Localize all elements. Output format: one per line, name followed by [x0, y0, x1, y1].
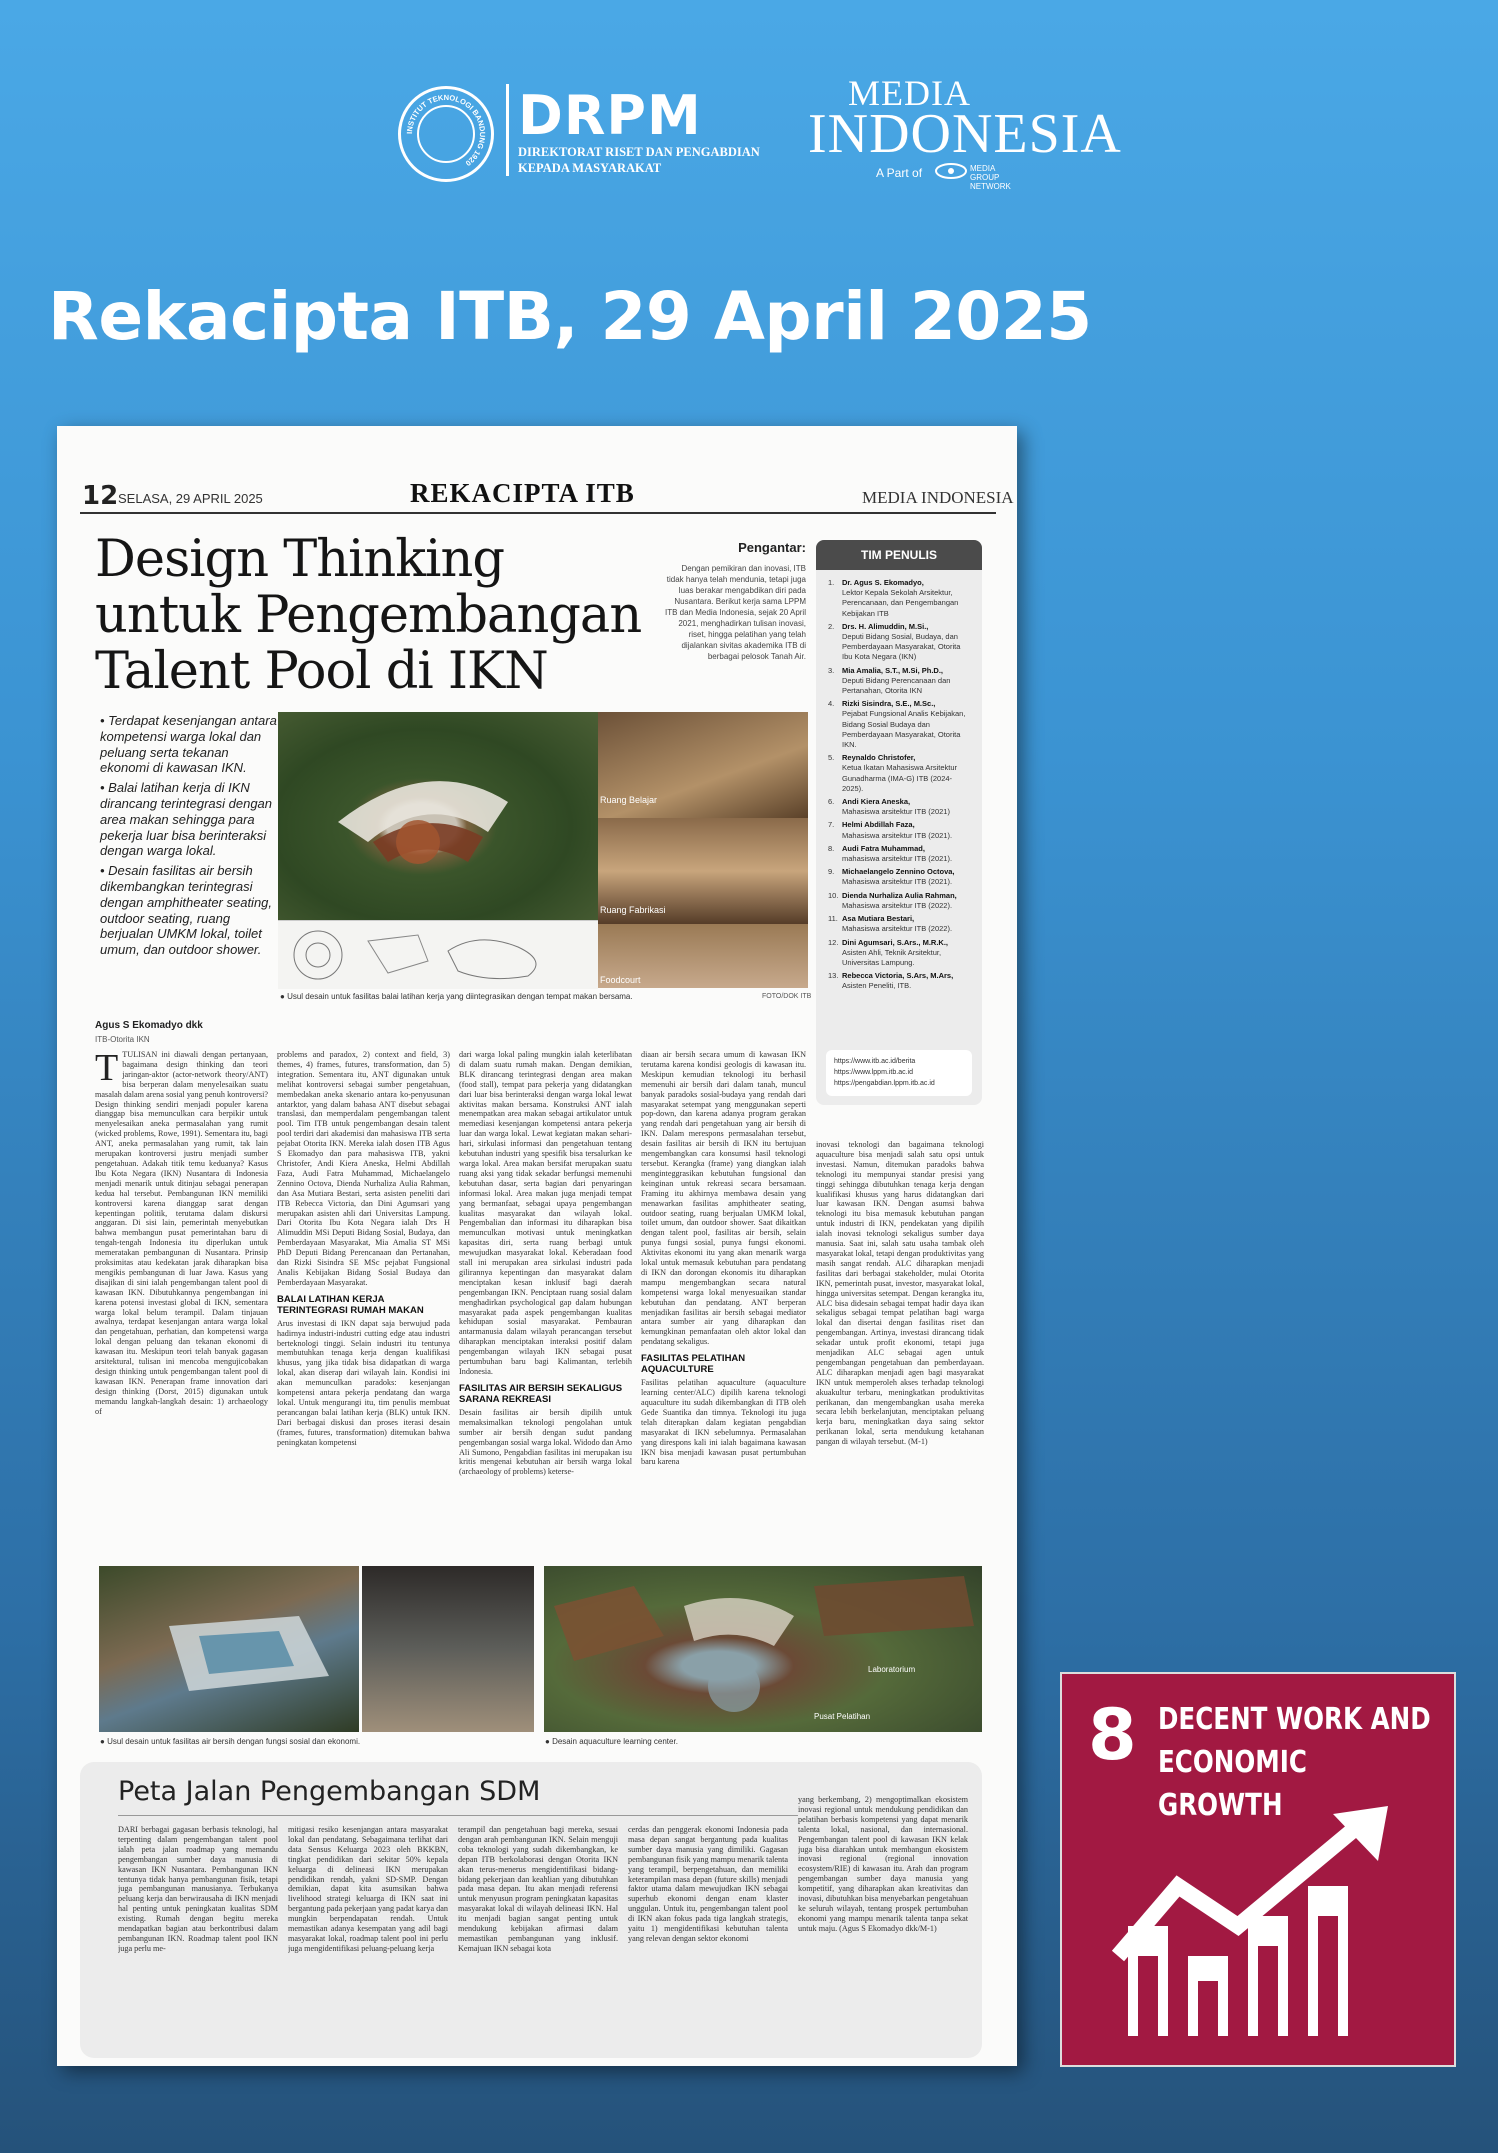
bottom-left-caption: ● Usul desain untuk fasilitas air bersih dengan fungsi sosial dan ekonomi. [100, 1737, 361, 1746]
main-photo-credit: FOTO/DOK ITB [762, 993, 812, 1000]
team-member: 3. Mia Amalia, S.T., M.Si, Ph.D., Deputi Bidang Perencanaan dan Pertanahan, Otorita IKN [828, 665, 951, 696]
team-member: 8. Audi Fatra Muhammad, mahasiswa arsitektur ITB (2021). [828, 843, 953, 864]
page-date: SELASA, 29 APRIL 2025 [118, 491, 263, 506]
roadmap-rule [118, 1815, 798, 1816]
team-member: 10. Dienda Nurhaliza Aulia Rahman, Mahasiswa arsitektur ITB (2022). [828, 890, 957, 910]
media-group-icon [934, 162, 968, 180]
article-byline: Agus S Ekomadyo dkk [95, 1020, 203, 1031]
growth-chart-icon [1108, 1806, 1408, 2038]
photo-label-lab: Laboratorium [868, 1665, 916, 1674]
team-member: 6. Andi Kiera Aneska, Mahasiswa arsitektur ITB (2021) [828, 797, 950, 817]
seal-ring-text [401, 89, 491, 179]
key-points [100, 713, 278, 962]
sketch-drawings [278, 921, 598, 989]
subheading-air-bersih: FASILITAS AIR BERSIH SEKALIGUS SARANA REKREASI [459, 1382, 623, 1405]
svg-text:INSTITUT TEKNOLOGI BANDUNG 192: INSTITUT TEKNOLOGI BANDUNG 1920 [404, 92, 488, 168]
team-member: 12. Dini Agumsari, S.Ars., M.R.K., Asisten Ahli, Teknik Arsitektur, Universitas Lampung. [828, 937, 948, 967]
drpm-subtitle-line2: KEPADA MASYARAKAT [518, 161, 662, 175]
subheading-aquaculture: FASILITAS PELATIHAN AQUACULTURE [641, 1353, 746, 1376]
article-title: Design Thinking untuk Pengembangan Talent Pool di IKN [95, 530, 642, 701]
team-member: 7. Helmi Abdillah Faza, Mahasiswa arsitektur ITB (2021). [828, 820, 953, 840]
key-point: • Terdapat kesenjangan antara kompetensi warga lokal dan peluang serta tekanan ekonomi di kawasan IKN. [100, 713, 277, 776]
drpm-subtitle-line1: DIREKTORAT RISET DAN PENGABDIAN [518, 145, 760, 159]
team-member: 9. Michaelangelo Zennino Octova, Mahasiswa arsitektur ITB (2021). [828, 867, 955, 887]
page-headline: Rekacipta ITB, 29 April 2025 [48, 278, 1092, 355]
building-render-shape [278, 712, 598, 920]
body-column-1: TTULISAN ini diawali dengan pertanyaan, bagaimana design thinking dan teori jaringan-aktor (actor-network theory/ANT) bisa berperan dalam menyelesaikan suatu masalah dalam arena sosial yang penuh kontroversi? Design thinking sendiri menjadi populer karena dianggap bisa memunculkan cara berpikir untuk menyelesaikan aneka permasalahan yang rumit (wicked problems, Rowe, 1991). Sementara itu, bagi ANT, aneka permasalahan yang rumit, tak lain merupakan kontroversi justru menjadi sumber pengetahuan. Adakah titik temu keduanya? Kasus Ibu Kota Negara (IKN) Nusantara di Indonesia menjadi menarik untuk ditinjau sebagai penerapan kedua hal tersebut. Pembangunan IKN memiliki kontroversi karena dianggap sarat dengan kepentingan politik, terutama dalam diskursi anggaran. Di sisi lain, pemerintah menyebutkan bahwa membangun pusat pemerintahan baru di tengah-tengah Indonesia itu diperlukan untuk memeratakan pembangunan di Nusantara. Prinsip proksimitas atau kedekatan jarak diharapkan bisa mengikis pembangunan di luar Jawa. Kasus yang disajikan di sini ialah pengembangan talent pool di kawasan IKN. Dibutuhkannya pengembangan ini karena potensi investasi global di IKN, sementara warga lokal belum terampil. Dalam tinjauan awalnya, terdapat kesenjangan antara warga lokal dan pengetahuan, perhatian, dan kompetensi warga lokal dengan peluang dan tekanan ekonomi di kawasan itu. Meskipun teori telah banyak gagasan arsitektural, tulisan ini mencoba mengujicobakan design thinking untuk pengembangan talent pool di kawasan IKN. Penerapan frame innovation dari design thinking (Dorst, 2015) digunakan untuk memandu langkah-langkah desain: 1) archaeology of [95, 1050, 268, 1416]
sdg-number: 8 [1088, 1694, 1137, 1776]
sdg-title-line2: ECONOMIC GROWTH [1158, 1745, 1307, 1823]
body-column-4: diaan air bersih secara umum di kawasan IKN terutama karena kondisi geologis di kawasan itu. Meskipun kemudian teknologi itu berhasil memenuhi air bersih dari dalam tanah, muncul banyak paradoks sosial-budaya yang rendah dari masyarakat setempat yang menggunakan seperti pop-down, dan karena adanya program gerakan yang rendah dari pengetahuan yang air bersih di IKN. Dalam merespons permasalahan tersebut, desain fasilitas air bersih di IKN itu bertujuan mengembangkan cara konsumsi hasil teknologi tersebut. Kerangka (frame) yang diangkan ialah menginteggrasikan kebutuhan fungsional dan keinginan untuk rekreasi secara bersamaan. Framing itu akhirnya membawa desain yang menawarkan fasilitas amphitheater seating, outdoor seating, ruang berjualan UMKM lokal, toilet umum, dan outdoor shower. Saat dikaitkan dengan talent pool, fasilitas air bersih, selain punya fungsi sosial, punya fungsi ekonomi. Aktivitas ekonomi itu yang akan menarik warga lokal untuk memasuk kebutuhan para pendatang di IKN dan dorongan ekonomis itu diharapkan mampu mengembangkan secara natural kompetensi warga lokal menyesuaikan standar kebutuhan dan pendatang. ANT berperan menjadikan fasilitas air bersih sebagai mediator antara sumber air yang diharapkan dan kemungkinan pemanfaatan oleh aktor lokal dan pendatang sekaligus. FASILITAS PELATIHAN AQUACULTURE Fasilitas pelatihan aquaculture (aquaculture learning center/ALC) dipilih karena teknologi aquaculture itu sudah dikembangkan di ITB oleh Gede Suantika dan timnya. Teknologi itu juga telah diterapkan dalam kegiatan pengabdian masyarakat di IKN sebelumnya. Permasalahan yang direspons kali ini ialah bagaimana kawasan IKN bisa menjadi kawasan pusat pertumbuhan baru karena [641, 1050, 806, 1467]
media-group-network: MEDIA GROUP NETWORK [970, 164, 1011, 191]
drpm-logo-subtitle [518, 144, 760, 176]
team-heading: TIM PENULIS [816, 540, 982, 570]
roadmap-column-3: terampil dan pengetahuan bagi mereka, sesuai dengan arah pembangunan IKN. Selain menguji coba teknologi yang sudah dikembangkan, ke depan ITB berkolaborasi dengan Otorita IKN akan terus-menerus mengidentifikasi bidang-bidang pekerjaan dan keahlian yang dibutuhkan pada masa depan. Itu akan menjadi referensi untuk menyusun program peningkatan kapasitas masyarakat lokal di wilayah delineasi IKN. Hal itu menjadi bagian sangat penting untuk mendukung kebijakan afirmasi dalam memastikan pembangunan yang inklusif. Kemajuan IKN sebagai kota [458, 1825, 618, 1953]
drop-cap: T [95, 1050, 119, 1089]
team-links [826, 1050, 972, 1096]
key-point: • Balai latihan kerja di IKN dirancang terintegrasi dengan area makan sehingga para pekerja luar bisa berinteraksi dengan warga lokal. [100, 780, 273, 859]
team-member: 13. Rebecca Victoria, S.Ars, M.Ars, Asisten Peneliti, ITB. [828, 971, 954, 991]
header-rule [80, 512, 996, 514]
article-byline-org: ITB-Otorita IKN [95, 1035, 150, 1044]
roadmap-title: Peta Jalan Pengembangan SDM [118, 1776, 541, 1807]
drpm-logo-title: DRPM [518, 84, 702, 147]
roadmap-column-2: mitigasi resiko kesenjangan antara masyarakat lokal dan pendatang. Sebagaimana terlihat dari data Sensus Keluarga 2023 oleh BKKBN, tingkat pendidikan dari sekitar 50% kepala keluarga di delineasi IKN merupakan pendidikan rendah, yakni SD-SMP. Dengan demikian, dapat kita asumsikan bahwa livelihood strategi keluarga di IKN saat ini bergantung pada pekerjaan yang padat karya dan mungkin berpendapatan rendah. Untuk memastikan adanya kesempatan yang adil bagi masyarakat lokal, roadmap talent pool ini perlu juga mengidentifikasi peluang-peluang kerja [288, 1825, 448, 1953]
body-column-3: dari warga lokal paling mungkin ialah keterlibatan di dalam suatu rumah makan. Dengan demikian, BLK dirancang terintegrasi dengan area makan (food stall), tempat para pekerja yang didatangkan dari luar bisa berinteraksi dengan warga lokal lewat aktivitas makan bersama. Konstruksi ANT ialah menempatkan area makan sebagai artikulator untuk memediasi kesenjangan kompetensi antara pekerja luar dan warga lokal. Lewat kegiatan makan sehari-hari, sirkulasi informasi dan pengetahuan tentang kebutuhan industri yang spesifik bisa tersalurkan ke warga lokal. Area makan bersifat merupakan suatu ruang aksi yang tidak sekadar berfungsi memenuhi kebutuhan dasar, serta bagian dari penyaringan informasi lokal. Area makan juga menjadi tempat yang bermanfaat, sebagai upaya pengembangan kualitas masyarakat dan wilayah lokal. Pengembalian dan informasi itu diharapkan bisa memunculkan motivasi untuk meningkatkan kapasitas diri, serta ruang berbagi untuk mewujudkan masyarakat lokal. Keberadaan food stall ini merupakan area sirkulasi industri pada gilirannya kepentingan dan masyarakat dalam menciptakan kesan inklusif bagi daerah pengembangan IKN. Penciptaan ruang sosial dalam menghadirkan psychological gap dalam hubungan masyarakat pada aspek pengembangan kualitas kehidupan sosial masyarakat. Pembauran antarmanusia dalam wilayah perancangan tersebut diharapkan menciptakan interaksi positif dalam pengembangan wilayah IKN sebagai pusat pertumbuhan baru bagi Kalimantan, terlebih Indonesia. FASILITAS AIR BERSIH SEKALIGUS SARANA REKREASI Desain fasilitas air bersih dipilih untuk memaksimalkan teknologi pengolahan untuk sumber air bersih dengan sudut pandang pengembangan sosial warga lokal. Widodo dan Arno Ali Sumono, Pengabdian fasilitas ini merupakan isu kritis mengenai kebutuhan air bersih warga lokal (archaeology of problems) keterse- [459, 1050, 632, 1477]
water-facility-render [99, 1566, 359, 1732]
drpm-divider [506, 84, 509, 176]
site-aerial-render [278, 712, 598, 920]
page-number: 12 [82, 481, 119, 511]
aquaculture-roof-shapes [544, 1566, 982, 1732]
photo-label-b: Ruang Fabrikasi [600, 905, 666, 915]
subheading-blk: BALAI LATIHAN KERJA TERINTEGRASI RUMAH MAKAN [277, 1293, 424, 1316]
media-indonesia-logo-line2: INDONESIA [808, 103, 1122, 165]
photo-label-c: Foodcourt [600, 975, 641, 985]
water-pool-shape [99, 1566, 359, 1732]
media-indonesia-logo-line1: MEDIA [848, 73, 971, 113]
intro-text: Dengan pemikiran dan inovasi, ITB tidak hanya telah mendunia, tetapi juga luas berakar mengabdikan diri pada Nusantara. Berikut kerja sama LPPM ITB dan Media Indonesia, sejak 20 April 2021, menghadirkan tulisan inovasi, riset, hingga pelatihan yang telah dijalankan sivitas akademika ITB di berbagai pelosok Tanah Air. [665, 564, 806, 661]
team-link[interactable]: https://www.lppm.itb.ac.id [834, 1069, 913, 1076]
team-member: 2. Drs. H. Alimuddin, M.Si., Deputi Bidang Sosial, Budaya, dan Pemberdayaan Masyarakat, Otorita Ibu Kota Negara (IKN) [828, 621, 961, 662]
aquaculture-center-render [544, 1566, 982, 1732]
section-title: REKACIPTA ITB [410, 478, 635, 508]
team-member: 5. Reynaldo Christofer, Ketua Ikatan Mahasiswa Arsitektur Gunadharma (IMA-G) ITB (2024-2025). [828, 753, 958, 793]
bottom-right-caption: ● Desain aquaculture learning center. [545, 1737, 678, 1746]
media-indonesia-tag: A Part of [876, 166, 923, 180]
team-link[interactable]: https://pengabdian.lppm.itb.ac.id [834, 1080, 935, 1087]
roadmap-column-4: cerdas dan penggerak ekonomi Indonesia pada masa depan sangat bergantung pada kualitas sumber daya manusia yang dimiliki. Gagasan pembangunan fisik yang mampu menarik talenta yang terampil, berpengetahuan, dan memiliki keterampilan masa depan (future skills) menjadi faktor utama dalam mewujudkan IKN sebagai superhub ekonomi dengan enam klaster unggulan. Untuk itu, pengembangan talent pool di IKN akan fokus pada tiga langkah strategis, yaitu 1) mengidentifikasi kebutuhan talenta yang relevan dengan sektor ekonomi [628, 1825, 788, 1943]
intro-box [664, 540, 806, 690]
body-column-5: inovasi teknologi dan bagaimana teknologi aquaculture bisa menjadi salah satu opsi untuk investasi. Namun, ditemukan paradoks bahwa teknologi itu mempunyai standar presisi yang tinggi sehingga dibutuhkan tenaga kerja dengan kualifikasi khusus yang harus didatangkan dari luar kawasan IKN. Dengan asumsi bahwa teknologi itu bisa memasuk kebutuhan pangan untuk industri di IKN, pendekatan yang dipilih ialah inovasi teknologi sekaligus sumber daya manusia. Saat ini, salah satu usaha tambak oleh masyarakat lokal, tetapi dengan produktivitas yang masih sangat rendah. ALC diharapkan menjadi fasilitas dari berbagai stakeholder, mulai Otorita IKN, pemerintah pusat, investor, masyarakat lokal, hingga universitas setempat. Dengan kerangka itu, ALC bisa didesain sebagai tempat hadir daya ikan sekaligus sebagai tempat pelatihan bagi warga lokal dan disertai dengan fasilitas riset dan pengembangan. Artinya, investasi dirancang tidak sekadar untuk profit ekonomi, tetapi juga menjadikan ALC sebagai agen untuk pengembangan pengetahuan dan pemberdayaan. ALC diharapkan menjadi agen bagi masyarakat IKN untuk memperoleh akses terhadap teknologi akuakultur terbaru, meningkatkan produktivitas perikanan, dan mengembangkan usaha mereka secara lebih berkelanjutan, menciptakan peluang kerja baru, meningkatkan daya saing sektor perikanan lokal, serta mendukung ketahanan pangan di wilayah tersebut. (M-1) [816, 1140, 984, 1447]
team-member: 1. Dr. Agus S. Ekomadyo, Lektor Kepala Sekolah Arsitektur, Perencanaan, dan Pengembangan Kebijakan ITB [828, 578, 959, 618]
photo-label-a: Ruang Belajar [600, 795, 658, 805]
newspaper-brand: MEDIA INDONESIA [862, 488, 1014, 507]
photo-label-pelatihan: Pusat Pelatihan [814, 1712, 871, 1721]
team-member: 11. Asa Mutiara Bestari, Mahasiswa arsitektur ITB (2022). [828, 914, 953, 934]
main-photo-caption: ● Usul desain untuk fasilitas balai latihan kerja yang diintegrasikan dengan tempat makan bersama. [280, 992, 633, 1001]
team-member: 4. Rizki Sisindra, S.E., M.Sc., Pejabat Fungsional Analis Kebijakan, Bidang Sosial Budaya dan Pemberdayaan Masyarakat, Otorita IKN. [828, 699, 966, 750]
sdg-title-line1: DECENT WORK AND [1158, 1702, 1431, 1737]
site-plan-sketches [278, 920, 598, 989]
key-point: • Desain fasilitas air bersih dikembangkan terintegrasi dengan amphitheater seating, outdoor seating, ruang berjualan UMKM lokal, toilet umum, dan outdoor shower. [100, 863, 273, 958]
team-link[interactable]: https://www.itb.ac.id/berita [834, 1058, 916, 1065]
roadmap-column-5: yang berkembang, 2) mengoptimalkan ekosistem inovasi regional untuk mendukung pendidikan dan pelatihan berbasis kompetensi yang dapat menarik talenta lokal, nasional, dan internasional. Pengembangan talent pool di kawasan IKN kelak juga bisa diarahkan untuk membangun ekosistem inovasi regional (regional innovation ecosystem/RIE) di kawasan itu. Arah dan program pengembangan sumber daya manusia yang kompetitif, yang diharapkan akan kreativitas dan inovasi, dibutuhkan bisa menyebarkan pengetahuan ke seluruh wilayah, tentang prospek pertumbuhan ekonomi yang mampu menarik talenta tanpa sekat untuk maju. (Agus S Ekomadyo dkk/M-1) [798, 1795, 968, 1933]
body-column-2: problems and paradox, 2) context and field, 3) themes, 4) frames, futures, transformation, dan 5) integration. Sementara itu, ANT digunakan untuk melihat kontroversi sebagai sumber pengetahuan, membedakan aneka skenario antara ko-penyusunan antarktor, yang dalam bahasa ANT disebut sebagai translasi, dan memperdalam pengembangan talent pool. Tim ITB untuk pengembangan desain talent pool terdiri dari akademisi dan mahasiswa ITB serta pejabat Otorita IKN. Mereka ialah dosen ITB Agus S Ekomadyo dan para mahasiswa ITB, yakni Christofer, Andi Kiera Aneska, Helmi Abdillah Faza, Audi Fatra Muhammad, Michaelangelo Zennino Octova, Dienda Nurhaliza Aulia Rahman, dan Asa Mutiara Bestari, serta asisten peneliti dari ITB Rebecca Victoria, dan Dini Agumsari yang merupakan asisten ahli dari Universitas Lampung. Dari Otorita Ibu Kota Negara ialah Drs H Alimuddin MSi Deputi Bidang Sosial, Budaya, dan Pemberdayaan Masyarakat, Mia Amalia ST MSi PhD Deputi Bidang Perencanaan dan Pertanahan, dan Rizki Sisindra SE MSc pejabat Fungsional Analis Kebijakan Bidang Sosial Budaya dan Pemberdayaan Masyarakat. BALAI LATIHAN KERJA TERINTEGRASI RUMAH MAKAN Arus investasi di IKN dapat saja berwujud pada hadirnya industri-industri cutting edge atau industri berteknologi tinggi. Selain industri itu tentunya membutuhkan tenaga kerja dengan kualifikasi khusus, yang jika tidak bisa didapatkan di warga lokal, akan diserap dari wilayah lain. Kondisi ini akan memunculkan paradoks: kesenjangan kompetensi antara pekerja pendatang dan warga lokal. Untuk mengurangi itu, tim penulis membuat perancangan balai latihan kerja (BLK) untuk IKN. Dari berbagai diskusi dan proses iterasi desain (frames, futures, transformation) ditemukan bahwa peningkatan kompetensi [277, 1050, 450, 1447]
team-list [816, 570, 982, 992]
roadmap-column-1: DARI berbagai gagasan berbasis teknologi, hal terpenting dalam pengembangan talent pool ialah peta jalan roadmap yang memandu pengembangan sumber daya manusia di kawasan IKN Nusantara. Pembangunan IKN tentunya tidak hanya pembangunan fisik, tetapi juga pembangunan manusianya. Terbukanya peluang kerja dan berwirausaha di IKN menjadi hal penting untuk peningkatan kualitas SDM existing. Rumah dengan begitu mereka mendapatkan bagian atau berkontribusi dalam pembangunan IKN. Roadmap talent pool IKN juga perlu me- [118, 1825, 278, 1953]
intro-heading: Pengantar: [738, 540, 806, 555]
water-facility-render-2 [362, 1566, 534, 1732]
team-box [816, 540, 982, 1105]
itb-seal-logo [398, 86, 494, 182]
